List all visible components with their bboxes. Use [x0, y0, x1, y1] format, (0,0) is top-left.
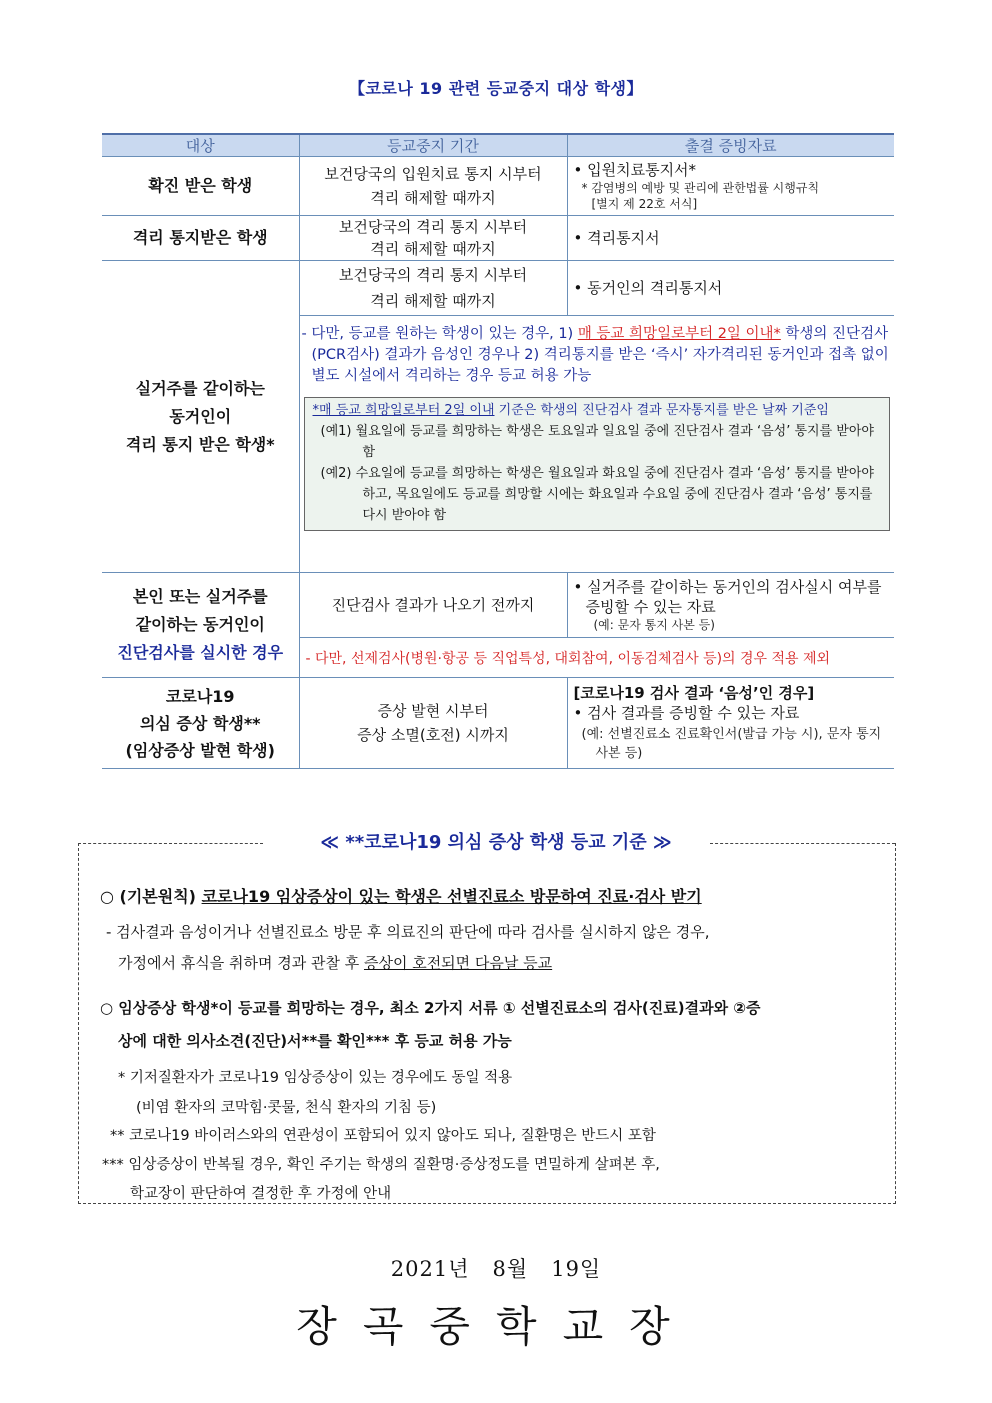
note-example-1: (예1) 월요일에 등교를 희망하는 학생은 토요일과 일요일 중에 진단검사 결과 ‘음성’ 통지를 받아야 함 — [320, 424, 874, 460]
row5-period-b: 증상 소멸(호전) 시까지 — [357, 726, 509, 744]
row5-target — [102, 678, 299, 769]
box-p3a: ○ 임상증상 학생*이 등교를 희망하는 경우, 최소 2가지 서류 ① 선별진료소의 검사(진료)결과와 ②증 — [100, 999, 761, 1017]
header-target: 대상 — [102, 134, 299, 157]
row3-cond-1: - 다만, 등교를 원하는 학생이 있는 경우, 1) — [301, 326, 578, 342]
box-p1 — [100, 884, 702, 907]
row4-evidence-note: (예: 문자 통지 사본 등) — [593, 618, 715, 632]
row3-target — [102, 261, 299, 573]
row4-target-c: 진단검사를 실시한 경우 — [117, 643, 284, 662]
criteria-box-title: ≪ **코로나19 의심 증상 학생 등교 기준 ≫ — [320, 832, 672, 853]
row5-evidence — [567, 678, 894, 769]
row5-evidence-note: (예: 선별진료소 진료확인서(발급 가능 시), 문자 통지 사본 등) — [581, 727, 882, 761]
row2-period — [299, 216, 567, 261]
row2-target: 격리 통지받은 학생 — [102, 216, 299, 261]
table-row — [102, 573, 894, 638]
note-example-2: (예2) 수요일에 등교를 희망하는 학생은 월요일과 화요일 중에 진단검사 결과 ‘음성’ 통지를 받아야 하고, 목요일에도 등교를 희망할 시에는 화요일과 수요일 중에 진단검사 결과 ‘음성’ 통지를 다시 받아야 함 — [320, 466, 874, 523]
header-period: 등교중지 기간 — [299, 134, 567, 157]
row2-period-a: 보건당국의 격리 통지 시부터 — [338, 218, 528, 236]
box-p2b-text: 가정에서 휴식을 취하며 경과 관찰 후 — [118, 954, 364, 972]
note-criterion-a: *매 등교 희망일로부터 2일 이내 — [312, 403, 495, 418]
row5-target-c: (임상증상 발현 학생) — [125, 740, 275, 760]
row1-period-b: 격리 해제할 때까지 — [370, 189, 496, 207]
row3-period — [299, 261, 567, 316]
row4-target-a: 본인 또는 실거주를 — [132, 587, 268, 606]
row3-target-a: 실거주를 같이하는 — [135, 378, 265, 398]
row2-period-b: 격리 해제할 때까지 — [370, 240, 496, 258]
row3-target-c: 격리 통지 받은 학생* — [125, 434, 275, 454]
note-criterion — [313, 400, 884, 421]
box-p2b — [118, 952, 552, 973]
box-p2a: - 검사결과 음성이거나 선별진료소 방문 후 의료진의 판단에 따라 검사를 실시하지 않은 경우, — [106, 923, 710, 941]
row3-cond-3: 학생의 진단검사(PCR검사) 결과가 음성인 경우나 2) 격리통지를 받은 ‘즉시’ 자가격리된 동거인과 접촉 없이 별도 시설에서 격리하는 경우 등교 허용 가능 — [311, 326, 889, 384]
table-header-row — [102, 134, 894, 157]
row5-evidence-text: • 검사 결과를 증빙할 수 있는 자료 — [573, 704, 800, 722]
row4-target — [102, 573, 299, 678]
box-note2: ** 코로나19 바이러스와의 연관성이 포함되어 있지 않아도 되나, 질환명은 반드시 포함 — [110, 1128, 656, 1144]
box-note1b: (비염 환자의 코막힘·콧물, 천식 환자의 기침 등) — [136, 1100, 437, 1116]
example-note-box — [304, 397, 891, 531]
table-row — [102, 216, 894, 261]
box-note3b: 학교장이 판단하여 결정한 후 가정에 안내 — [130, 1186, 392, 1202]
row4-evidence — [567, 573, 894, 638]
row3-period-b: 격리 해제할 때까지 — [370, 292, 496, 310]
table-row — [102, 157, 894, 216]
box-note3a: *** 임상증상이 반복될 경우, 확인 주기는 학생의 질환명·증상정도를 면밀하게 살펴본 후, — [102, 1157, 660, 1173]
box-p1-main: 코로나19 임상증상이 있는 학생은 선별진료소 방문하여 진료·검사 받기 — [201, 887, 702, 906]
row1-evidence-note-b: [별지 제 22호 서식] — [591, 197, 698, 211]
row5-target-a: 코로나19 — [165, 686, 235, 706]
box-p3b: 상에 대한 의사소견(진단)서**를 확인*** 후 등교 허용 가능 — [118, 1032, 512, 1050]
row1-target: 확진 받은 학생 — [102, 157, 299, 216]
note-criterion-b: 기준은 학생의 진단검사 결과 문자통지를 받은 날짜 기준임 — [494, 403, 829, 418]
table-row — [102, 678, 894, 769]
row3-evidence: • 동거인의 격리통지서 — [567, 261, 894, 316]
row5-period-a: 증상 발현 시부터 — [377, 702, 489, 720]
document-title: 【코로나 19 관련 등교중지 대상 학생】 — [348, 79, 644, 98]
signature-name: 장곡중학교장 — [296, 1302, 696, 1351]
box-note1a: * 기저질환자가 코로나19 임상증상이 있는 경우에도 동일 적용 — [118, 1070, 513, 1086]
box-p1-lead: ○ (기본원칙) — [100, 887, 202, 906]
header-evidence: 출결 증빙자료 — [567, 134, 894, 157]
row3-period-a: 보건당국의 격리 통지 시부터 — [338, 266, 528, 284]
box-p2c-text: 증상이 호전되면 다음날 등교 — [363, 954, 553, 972]
row1-evidence-note-a: * 감염병의 예방 및 관리에 관한법률 시행규칙 — [581, 181, 820, 195]
row1-period-a: 보건당국의 입원치료 통지 시부터 — [324, 165, 542, 183]
row4-exception: - 다만, 선제검사(병원·항공 등 직업특성, 대회참여, 이동검체검사 등)의 경우 적용 제외 — [299, 638, 894, 678]
row5-evidence-title: [코로나19 검사 결과 ‘음성’인 경우] — [573, 684, 815, 702]
table-row — [102, 261, 894, 316]
row1-evidence-text: • 입원치료통지서* — [573, 161, 697, 179]
suspension-table — [102, 133, 894, 769]
row1-evidence — [567, 157, 894, 216]
row3-target-b: 동거인이 — [169, 406, 232, 426]
document-date: 2021년 8월 19일 — [390, 1257, 602, 1281]
row4-evidence-text: • 실거주를 같이하는 동거인의 검사실시 여부를 증빙할 수 있는 자료 — [573, 578, 882, 616]
row3-condition-cell — [299, 316, 894, 573]
row3-condition — [300, 316, 895, 397]
row1-period — [299, 157, 567, 216]
row4-period: 진단검사 결과가 나오기 전까지 — [299, 573, 567, 638]
row4-target-b: 같이하는 동거인이 — [135, 615, 265, 634]
row2-evidence: • 격리통지서 — [567, 216, 894, 261]
row5-target-b: 의심 증상 학생** — [139, 713, 261, 733]
row5-period — [299, 678, 567, 769]
row3-cond-2: 매 등교 희망일로부터 2일 이내* — [577, 326, 781, 342]
